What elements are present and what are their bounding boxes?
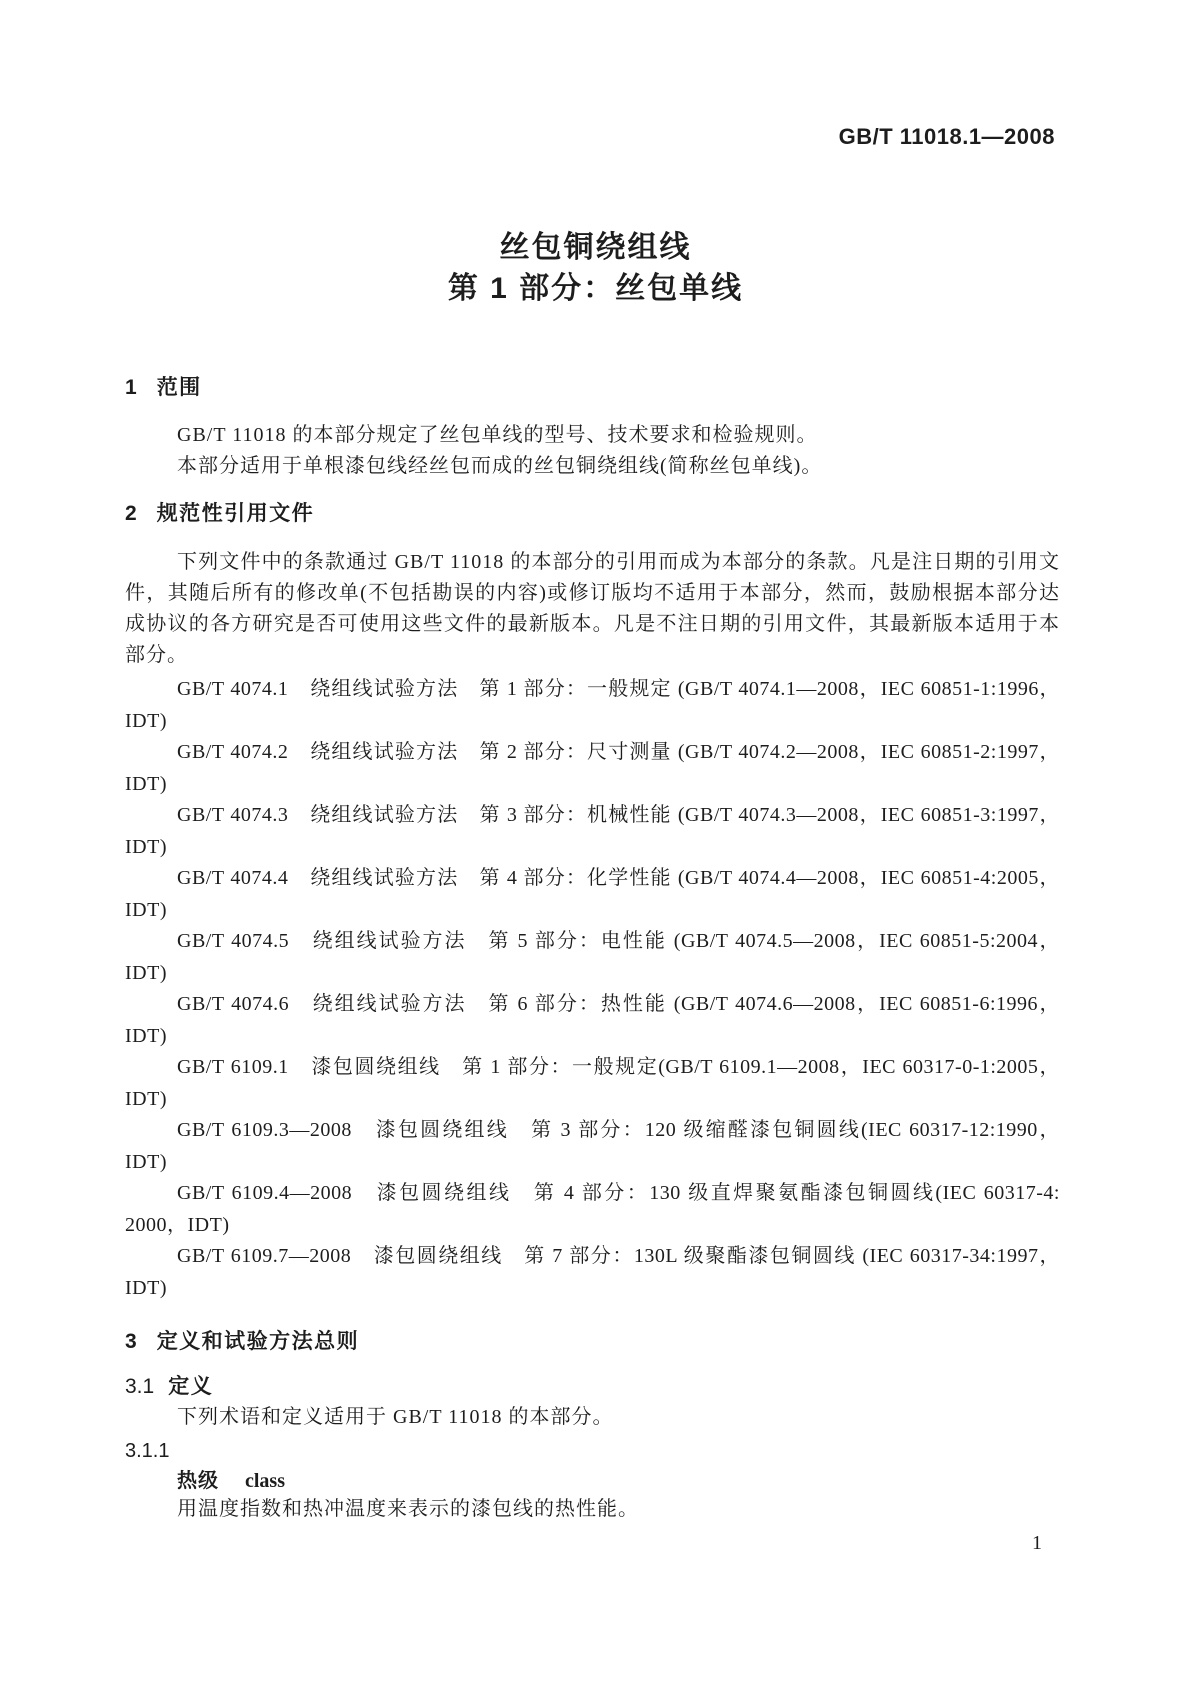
definitions-intro: 下列术语和定义适用于 GB/T 11018 的本部分。 [177,1406,614,1428]
clause-3-1-number: 3.1 [125,1375,155,1398]
term-definition: 用温度指数和热冲温度来表示的漆包线的热性能。 [177,1498,639,1520]
section-2-title: 规范性引用文件 [156,502,315,525]
reference-item [125,1178,1060,1241]
reference-line: GB/T 6109.4—2008 漆包圆绕组线 第 4 部分：130 级直焊聚氨酯漆包铜圆线(IEC 60317-4: [177,1182,1060,1204]
reference-line: IDT) [125,1024,167,1047]
term-chinese: 热级 [177,1470,219,1492]
reference-item [125,1052,1060,1115]
clause-3-1-1-number: 3.1.1 [125,1440,170,1462]
reference-line: GB/T 4074.3 绕组线试验方法 第 3 部分：机械性能 (GB/T 4074.3—2008，IEC 60851-3:1997， [177,804,1060,826]
term-english: class [245,1470,285,1492]
reference-line: IDT) [125,835,167,858]
clause-3-1-title: 定义 [168,1375,214,1398]
section-3-number: 3 [125,1330,137,1353]
reference-line: GB/T 4074.5 绕组线试验方法 第 5 部分：电性能 (GB/T 4074.5—2008，IEC 60851-5:2004， [177,930,1060,952]
section-1-heading [125,374,1060,402]
reference-item [125,989,1060,1052]
reference-line: GB/T 4074.1 绕组线试验方法 第 1 部分：一般规定 (GB/T 4074.1—2008，IEC 60851-1:1996， [177,678,1060,700]
section-2-heading [125,500,1060,528]
reference-line: GB/T 6109.1 漆包圆绕组线 第 1 部分：一般规定(GB/T 6109.1—2008，IEC 60317-0-1:2005， [177,1056,1060,1078]
section-1-title: 范围 [156,376,202,399]
reference-line: GB/T 6109.7—2008 漆包圆绕组线 第 7 部分：130L 级聚酯漆包铜圆线 (IEC 60317-34:1997， [177,1245,1060,1267]
doc-title-line1: 丝包铜绕组线 [499,231,692,264]
clause-3-1-heading [125,1373,1060,1401]
reference-line: IDT) [125,1087,167,1110]
reference-item [125,1241,1060,1304]
paragraph: 本部分适用于单根漆包线经丝包而成的丝包铜绕组线(简称丝包单线)。 [177,455,823,477]
reference-line: IDT) [125,961,167,984]
reference-item [125,863,1060,926]
reference-line: IDT) [125,1276,167,1299]
reference-item [125,926,1060,989]
reference-line: IDT) [125,898,167,921]
reference-line: GB/T 6109.3—2008 漆包圆绕组线 第 3 部分：120 级缩醛漆包铜圆线(IEC 60317-12:1990， [177,1119,1060,1141]
reference-item [125,800,1060,863]
standard-code: GB/T 11018.1—2008 [838,124,1055,149]
reference-line: GB/T 4074.2 绕组线试验方法 第 2 部分：尺寸测量 (GB/T 4074.2—2008，IEC 60851-2:1997， [177,741,1060,763]
normative-references-intro: 下列文件中的条款通过 GB/T 11018 的本部分的引用而成为本部分的条款。凡是注日期的引用文件，其随后所有的修改单(不包括勘误的内容)或修订版均不适用于本部分，然而，鼓励根据本部分达成协议的各方研究是否可使用这些文件的最新版本。凡是不注日期的引用文件，其最新版本适用于本部分。 [125,551,1060,666]
reference-line: 2000，IDT) [125,1213,230,1236]
reference-line: IDT) [125,709,167,732]
section-1-number: 1 [125,376,137,399]
reference-item [125,737,1060,800]
section-3-heading [125,1328,1060,1356]
reference-list [125,674,1060,1304]
reference-item [125,1115,1060,1178]
section-2-number: 2 [125,502,137,525]
term-line [125,1466,1112,1496]
page-number: 1 [1032,1532,1042,1554]
section-1-body [125,420,1060,482]
reference-item [125,674,1060,737]
section-3-title: 定义和试验方法总则 [156,1330,360,1353]
paragraph: GB/T 11018 的本部分规定了丝包单线的型号、技术要求和检验规则。 [177,424,818,446]
reference-line: IDT) [125,772,167,795]
reference-line: IDT) [125,1150,167,1173]
doc-title-line2: 第 1 部分：丝包单线 [447,272,744,305]
reference-line: GB/T 4074.6 绕组线试验方法 第 6 部分：热性能 (GB/T 4074.6—2008，IEC 60851-6:1996， [177,993,1060,1015]
reference-line: GB/T 4074.4 绕组线试验方法 第 4 部分：化学性能 (GB/T 4074.4—2008，IEC 60851-4:2005， [177,867,1060,889]
